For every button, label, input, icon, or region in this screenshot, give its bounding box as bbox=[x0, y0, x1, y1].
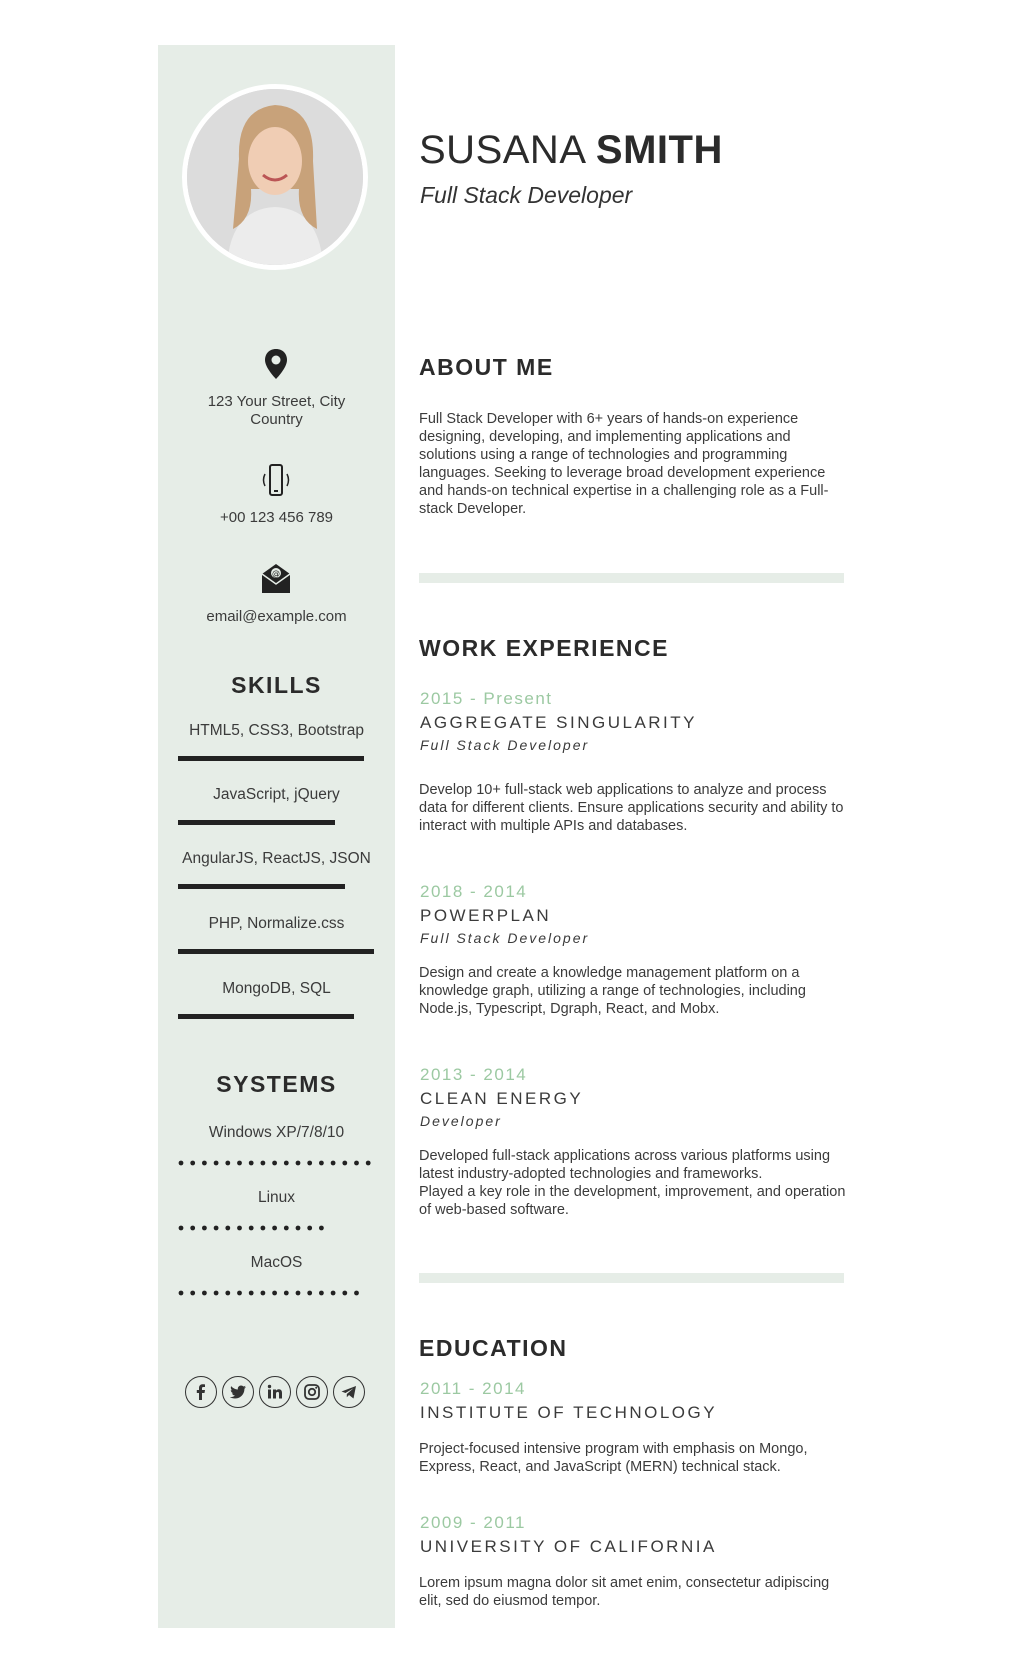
level-dot bbox=[237, 1161, 242, 1166]
level-dot bbox=[342, 1161, 347, 1166]
profile-photo bbox=[182, 84, 368, 270]
level-dot bbox=[331, 1161, 336, 1166]
skill-bar bbox=[178, 1014, 354, 1019]
level-dot bbox=[202, 1226, 207, 1231]
skill-label: MongoDB, SQL bbox=[222, 980, 331, 997]
level-dot bbox=[272, 1226, 277, 1231]
level-dot bbox=[284, 1161, 289, 1166]
level-dot bbox=[202, 1291, 207, 1296]
level-dot bbox=[272, 1291, 277, 1296]
telegram-icon[interactable] bbox=[333, 1376, 365, 1408]
level-dot bbox=[261, 1291, 266, 1296]
level-dot bbox=[202, 1161, 207, 1166]
level-dot bbox=[296, 1161, 301, 1166]
level-dot bbox=[179, 1226, 184, 1231]
level-dot bbox=[284, 1226, 289, 1231]
education-period: 2009 - 2011 bbox=[420, 1513, 526, 1532]
job-title: Full Stack Developer bbox=[420, 182, 633, 208]
system-dots bbox=[178, 1160, 374, 1166]
systems-heading: SYSTEMS bbox=[216, 1071, 337, 1097]
level-dot bbox=[214, 1226, 219, 1231]
level-dot bbox=[296, 1226, 301, 1231]
level-dot bbox=[366, 1161, 371, 1166]
system-label: MacOS bbox=[250, 1254, 303, 1271]
svg-text:@: @ bbox=[272, 569, 280, 578]
level-dot bbox=[331, 1291, 336, 1296]
work-period: 2013 - 2014 bbox=[420, 1065, 528, 1084]
facebook-icon[interactable] bbox=[185, 1376, 217, 1408]
about-heading: ABOUT ME bbox=[419, 354, 554, 380]
level-dot bbox=[249, 1291, 254, 1296]
level-dot bbox=[261, 1161, 266, 1166]
email-address: email@example.com bbox=[206, 608, 347, 625]
phone-number: +00 123 456 789 bbox=[219, 509, 334, 526]
level-dot bbox=[190, 1291, 195, 1296]
linkedin-icon[interactable] bbox=[259, 1376, 291, 1408]
work-description: Developed full-stack applications across various platforms using latest industry-adopted technologies and frameworks. Played a key role in the development, improvement, and operation of web-based software. bbox=[419, 1148, 846, 1218]
level-dot bbox=[307, 1161, 312, 1166]
level-dot bbox=[249, 1161, 254, 1166]
level-dot bbox=[284, 1291, 289, 1296]
section-divider bbox=[419, 573, 844, 583]
work-heading: WORK EXPERIENCE bbox=[419, 635, 669, 661]
about-text: Full Stack Developer with 6+ years of hands-on experience designing, developing, and implementing applications and solutions using a range of technologies and programming languages. Seeking to leverage broad development experience and hands-on technical expertise in a challenging role as a Full-stack Developer. bbox=[419, 411, 829, 517]
skill-bar bbox=[178, 756, 364, 761]
skill-bar bbox=[178, 884, 345, 889]
level-dot bbox=[225, 1291, 230, 1296]
work-role: Full Stack Developer bbox=[420, 930, 590, 946]
twitter-icon[interactable] bbox=[222, 1376, 254, 1408]
level-dot bbox=[179, 1291, 184, 1296]
level-dot bbox=[225, 1161, 230, 1166]
first-name: SUSANA bbox=[419, 128, 585, 172]
skill-label: JavaScript, jQuery bbox=[213, 786, 340, 803]
level-dot bbox=[319, 1291, 324, 1296]
system-label: Windows XP/7/8/10 bbox=[208, 1124, 345, 1141]
work-period: 2015 - Present bbox=[420, 689, 553, 708]
company-name: CLEAN ENERGY bbox=[420, 1089, 584, 1108]
level-dot bbox=[261, 1226, 266, 1231]
section-divider bbox=[419, 1273, 844, 1283]
level-dot bbox=[354, 1161, 359, 1166]
phone-icon bbox=[258, 462, 294, 498]
level-dot bbox=[225, 1226, 230, 1231]
level-dot bbox=[272, 1161, 277, 1166]
level-dot bbox=[179, 1161, 184, 1166]
skills-heading: SKILLS bbox=[231, 672, 322, 698]
email-icon bbox=[258, 560, 294, 596]
work-role: Full Stack Developer bbox=[420, 737, 590, 753]
company-name: AGGREGATE SINGULARITY bbox=[420, 713, 698, 732]
instagram-icon[interactable] bbox=[296, 1376, 328, 1408]
level-dot bbox=[190, 1161, 195, 1166]
level-dot bbox=[237, 1226, 242, 1231]
work-description: Design and create a knowledge management platform on a knowledge graph, utilizing a range of technologies, including Node.js, Typescript, Dgraph, React, and Mobx. bbox=[419, 965, 806, 1017]
skill-bar bbox=[178, 820, 335, 825]
level-dot bbox=[307, 1291, 312, 1296]
level-dot bbox=[249, 1226, 254, 1231]
skill-label: HTML5, CSS3, Bootstrap bbox=[189, 722, 364, 739]
last-name: SMITH bbox=[595, 128, 723, 172]
system-label: Linux bbox=[257, 1189, 296, 1206]
skill-label: PHP, Normalize.css bbox=[208, 915, 345, 932]
skill-label: AngularJS, ReactJS, JSON bbox=[182, 850, 371, 867]
skill-bar bbox=[178, 949, 374, 954]
level-dot bbox=[296, 1291, 301, 1296]
education-description: Project-focused intensive program with emphasis on Mongo, Express, React, and JavaScript (MERN) technical stack. bbox=[419, 1441, 808, 1475]
system-dots bbox=[178, 1290, 364, 1296]
school-name: UNIVERSITY OF CALIFORNIA bbox=[420, 1537, 717, 1556]
level-dot bbox=[319, 1161, 324, 1166]
work-description: Develop 10+ full-stack web applications to analyze and process data for different clients. Ensure applications security and ability to interact with multiple APIs and databases. bbox=[419, 782, 844, 834]
address: 123 Your Street, City Country bbox=[207, 393, 346, 428]
level-dot bbox=[342, 1291, 347, 1296]
level-dot bbox=[190, 1226, 195, 1231]
education-period: 2011 - 2014 bbox=[420, 1379, 526, 1398]
full-name bbox=[419, 128, 723, 173]
work-period: 2018 - 2014 bbox=[420, 882, 528, 901]
company-name: POWERPLAN bbox=[420, 906, 552, 925]
education-heading: EDUCATION bbox=[419, 1335, 568, 1361]
level-dot bbox=[237, 1291, 242, 1296]
school-name: INSTITUTE OF TECHNOLOGY bbox=[420, 1403, 718, 1422]
level-dot bbox=[319, 1226, 324, 1231]
system-dots bbox=[178, 1225, 335, 1231]
work-role: Developer bbox=[420, 1113, 502, 1129]
education-description: Lorem ipsum magna dolor sit amet enim, consectetur adipiscing elit, sed do eiusmod tempor. bbox=[419, 1575, 830, 1609]
level-dot bbox=[214, 1291, 219, 1296]
level-dot bbox=[214, 1161, 219, 1166]
level-dot bbox=[354, 1291, 359, 1296]
location-pin-icon bbox=[258, 346, 294, 382]
level-dot bbox=[307, 1226, 312, 1231]
